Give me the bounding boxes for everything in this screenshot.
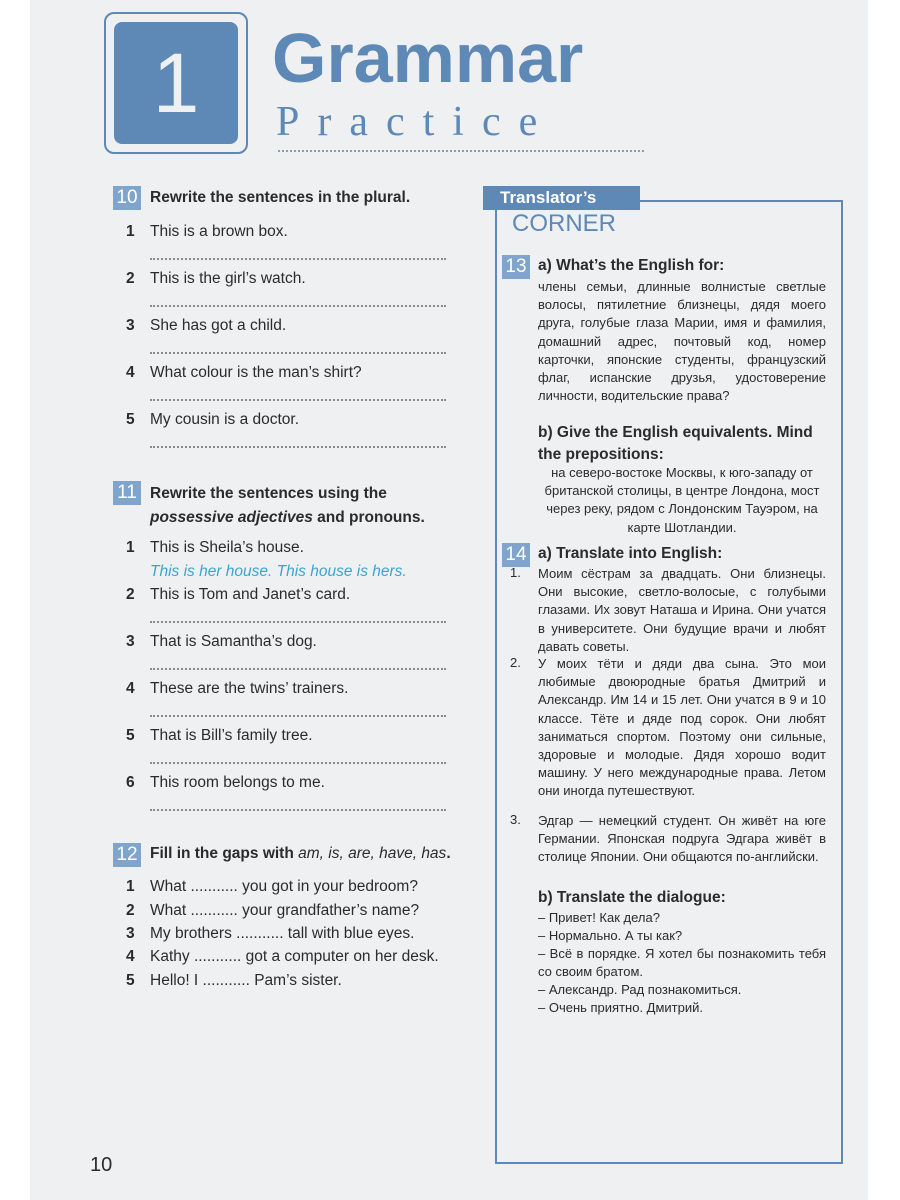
exercise-10-instruction: Rewrite the sentences in the plural.	[150, 189, 411, 206]
ex10-answer-line-2[interactable]	[150, 305, 446, 307]
ex13-b-heading: b) Give the English equivalents. Mind the prepositions:	[538, 424, 813, 463]
ex14-a-heading: a) Translate into English:	[538, 545, 723, 562]
ex10-answer-line-3[interactable]	[150, 352, 446, 354]
dialogue-line-5: – Очень приятно. Дмитрий.	[538, 1000, 704, 1015]
ex11-item-1: 1 This is Sheila’s house.	[126, 539, 304, 556]
ex14-para-2-number: 2.	[510, 655, 521, 670]
ex11-answer-line-5[interactable]	[150, 762, 446, 764]
ex11-item-5: 5 That is Bill’s family tree.	[126, 727, 313, 744]
ex10-item-1: 1 This is a brown box.	[126, 223, 288, 240]
ex10-item-3: 3 She has got a child.	[126, 317, 287, 334]
dialogue-line-1: – Привет! Как дела?	[538, 910, 660, 925]
page-subtitle: Practice	[276, 99, 556, 145]
exercise-11-instruction: Rewrite the sentences using the possessive adjectives and pronouns.	[150, 485, 425, 526]
ex13-a-text: члены семьи, длинные волнистые светлые волосы, пятилетние близнецы, дядя моего друга, голубые глаза Марии, имя и фамилия, домашний адрес, почтовый код, номер карточки, японские студенты, французский флаг, испанские друзья, удостоверение личности, водительские права?	[538, 279, 826, 404]
ex11-answer-line-2[interactable]	[150, 621, 446, 623]
exercise-12-number: 12	[113, 843, 141, 867]
exercise-10-number: 10	[113, 186, 141, 210]
ex12-item-5: 5 Hello! I ........... Pam’s sister.	[126, 972, 342, 989]
ex14-para-2: У моих тёти и дяди два сына. Это мои любимые двоюродные братья Дмитрий и Александр. Им 14 и 15 лет. Они учатся в 9 и 10 классе. Тёте и дяде под сорок. Они любят заниматься спортом. Поэтому они сильные, здоровые и молодые. Дядя хорошо водит машину. У него международные права. Летом они иногда путешествуют.	[538, 656, 826, 799]
ex12-item-2: 2 What ........... your grandfather’s name?	[126, 902, 420, 919]
page-number: 10	[90, 1154, 113, 1176]
ex10-item-5: 5 My cousin is a doctor.	[126, 411, 300, 428]
ex14-b-heading: b) Translate the dialogue:	[538, 889, 726, 906]
dialogue-line-2: – Нормально. А ты как?	[538, 928, 683, 943]
translators-corner-label: Translator’s	[483, 186, 640, 210]
ex10-item-2: 2 This is the girl’s watch.	[126, 270, 306, 287]
dialogue-line-4: – Александр. Рад познакомиться.	[538, 982, 742, 997]
ex10-answer-line-1[interactable]	[150, 258, 446, 260]
ex11-item-6: 6 This room belongs to me.	[126, 774, 325, 791]
ex12-item-3: 3 My brothers ........... tall with blue eyes.	[126, 925, 415, 942]
ex11-item-3: 3 That is Samantha’s dog.	[126, 633, 317, 650]
exercise-14-number: 14	[502, 543, 530, 567]
ex11-item-4: 4 These are the twins’ trainers.	[126, 680, 349, 697]
ex11-answer-line-6[interactable]	[150, 809, 446, 811]
dialogue-line-3: – Всё в порядке. Я хотел бы познакомить тебя со своим братом.	[538, 946, 826, 980]
ex10-answer-line-5[interactable]	[150, 446, 446, 448]
title-divider	[278, 150, 644, 152]
page-title: Grammar	[272, 19, 584, 97]
ex12-item-1: 1 What ........... you got in your bedroom?	[126, 878, 418, 895]
ex14-para-1-number: 1.	[510, 565, 521, 580]
exercise-13-number: 13	[502, 255, 530, 279]
corner-label: CORNER	[500, 210, 624, 238]
unit-number: 1	[114, 22, 238, 144]
unit-badge	[104, 12, 248, 154]
ex11-answer-line-3[interactable]	[150, 668, 446, 670]
ex10-item-4: 4 What colour is the man’s shirt?	[126, 364, 362, 381]
ex11-example-answer: This is her house. This house is hers.	[150, 563, 407, 580]
exercise-12-instruction: Fill in the gaps with am, is, are, have, has.	[150, 845, 451, 862]
ex14-para-3-number: 3.	[510, 812, 521, 827]
ex12-item-4: 4 Kathy ........... got a computer on her desk.	[126, 948, 439, 965]
ex10-answer-line-4[interactable]	[150, 399, 446, 401]
ex13-b-text: на северо-востоке Москвы, к юго-западу от британской столицы, в центре Лондона, мост через реку, рядом с Лондонским Тауэром, на карте Шотландии.	[544, 465, 820, 535]
page-edge	[868, 0, 900, 1200]
exercise-11-number: 11	[113, 481, 141, 505]
ex11-answer-line-4[interactable]	[150, 715, 446, 717]
ex11-item-2: 2 This is Tom and Janet’s card.	[126, 586, 351, 603]
ex13-a-heading: a) What’s the English for:	[538, 257, 725, 274]
ex14-para-1: Моим сёстрам за двадцать. Они близнецы. Они высокие, светло-волосые, с голубыми глазами. Их зовут Наташа и Ирина. Они учатся в университете. Они будущие врачи и любят давать советы.	[538, 566, 826, 654]
ex14-para-3: Эдгар — немецкий студент. Он живёт на юге Германии. Японская подруга Эдгара живёт в столице Японии. Они общаются по-английски.	[538, 813, 826, 865]
